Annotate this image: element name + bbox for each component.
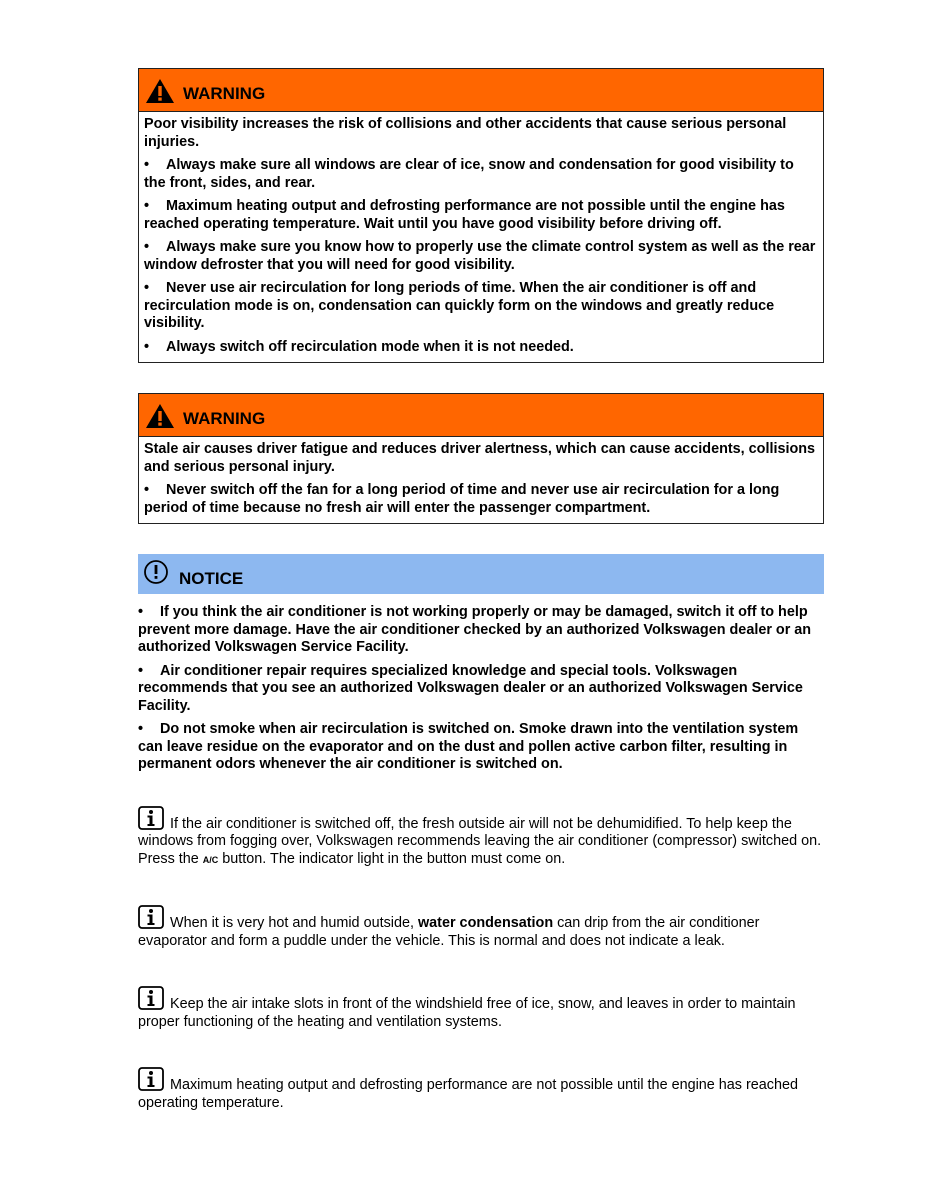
notice-item: • Air conditioner repair requires specialized knowledge and special tools. Volkswagen recommends that you see an authorized Volkswagen dealer or an authorized Volkswagen Service Facility. xyxy=(138,662,803,714)
info-note: When it is very hot and humid outside, water condensation can drip from the air conditioner evaporator and form a puddle under the vehicle. This is normal and does not indicate a leak. xyxy=(138,905,824,950)
warning-body xyxy=(139,112,823,362)
warning-triangle-icon xyxy=(145,78,175,104)
info-icon xyxy=(138,806,164,830)
warning-header xyxy=(139,394,823,437)
bullet: • xyxy=(138,662,144,679)
warning-title: WARNING xyxy=(183,84,266,103)
info-icon xyxy=(138,986,164,1010)
warning-item: • Always switch off recirculation mode when it is not needed. xyxy=(144,338,574,355)
warning-item: • Maximum heating output and defrosting performance are not possible until the engine has reached operating temperature. Wait until you have good visibility before driving off. xyxy=(144,198,785,232)
warning-triangle-icon xyxy=(145,403,175,429)
info-icon xyxy=(138,1067,164,1091)
notice-title: NOTICE xyxy=(179,569,244,588)
notice-body xyxy=(138,594,824,774)
warning-header xyxy=(139,69,823,112)
notice-item: • Do not smoke when air recirculation is switched on. Smoke drawn into the ventilation system can leave residue on the evaporator and on the dust and pollen active carbon filter, resulting in permanent odors whenever the air conditioner is switched on. xyxy=(138,721,799,772)
exclamation-circle-icon xyxy=(143,559,169,585)
info-icon xyxy=(138,905,164,929)
warning-item: • Never switch off the fan for a long period of time and never use air recirculation for a long period of time because no fresh air will enter the passenger compartment. xyxy=(144,482,780,516)
bullet: • xyxy=(138,604,144,620)
emphasis-water-condensation: water condensation xyxy=(417,915,554,931)
info-note: Keep the air intake slots in front of the windshield free of ice, snow, and leaves in order to maintain proper functioning of the heating and ventilation systems. xyxy=(138,986,824,1031)
warning-intro: Stale air causes driver fatigue and reduces driver alertness, which can cause accidents, collisions and serious personal injury. xyxy=(144,441,816,475)
warning-item: • Always make sure all windows are clear of ice, snow and condensation for good visibility to the front, sides, and rear. xyxy=(144,157,794,191)
notice-header xyxy=(138,554,824,594)
bullet: • xyxy=(144,198,150,214)
notice-section xyxy=(138,554,824,774)
bullet: • xyxy=(144,280,150,296)
notice-item: • If you think the air conditioner is not working properly or may be damaged, switch it off to help prevent more damage. Have the air conditioner checked by an authorized Volkswagen dealer or an authorized Volkswagen Service Facility. xyxy=(138,604,812,655)
warning-item: • Always make sure you know how to properly use the climate control system as well as the rear window defroster that you will need for good visibility. xyxy=(144,239,816,273)
bullet: • xyxy=(144,157,150,173)
bullet: • xyxy=(144,338,150,355)
ac-button-label: A/C xyxy=(202,854,219,865)
warning-body xyxy=(139,437,823,523)
bullet: • xyxy=(138,721,144,737)
warning-box-stale-air xyxy=(138,393,824,524)
bullet: • xyxy=(144,239,150,255)
bullet: • xyxy=(144,482,150,498)
warning-box-visibility xyxy=(138,68,824,363)
info-note: If the air conditioner is switched off, the fresh outside air will not be dehumidified. To help keep the windows from fogging over, Volkswagen recommends leaving the air conditioner (compressor) switched on. Press the A/C button. The indicator light in the button must come on. xyxy=(138,806,824,870)
warning-title: WARNING xyxy=(183,409,266,428)
warning-intro: Poor visibility increases the risk of collisions and other accidents that cause serious personal injuries. xyxy=(144,116,787,150)
manual-page xyxy=(138,68,824,1112)
info-note: Maximum heating output and defrosting performance are not possible until the engine has reached operating temperature. xyxy=(138,1067,824,1112)
warning-item: • Never use air recirculation for long periods of time. When the air conditioner is off and recirculation mode is on, condensation can quickly form on the windows and greatly reduce visibility. xyxy=(144,280,775,331)
